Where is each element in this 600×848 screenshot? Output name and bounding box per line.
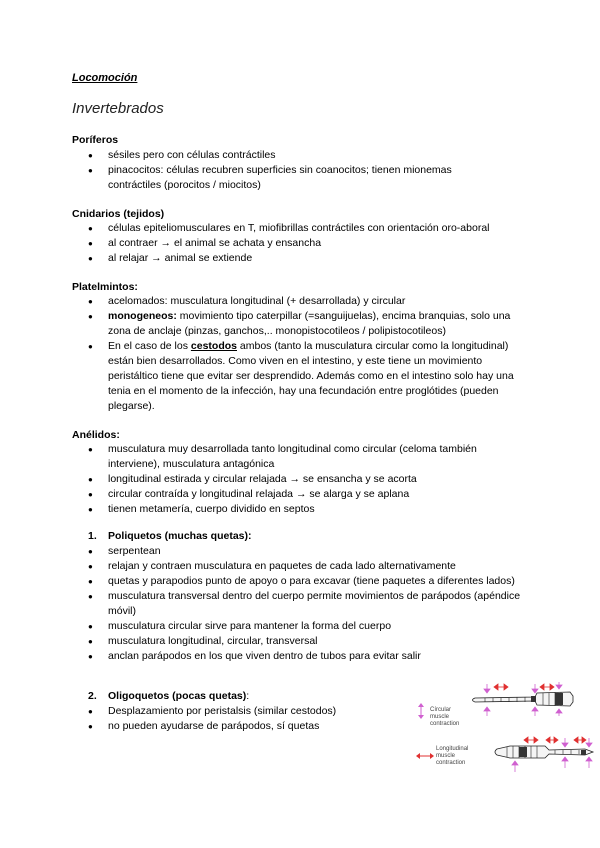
list-item: ● sésiles pero con células contráctiles <box>72 148 542 163</box>
anelidos-title: Anélidos: <box>72 429 120 441</box>
list-item: ● células epiteliomusculares en T, miofibrillas contráctiles con orientación oro-aboral <box>72 221 542 236</box>
longitudinal-arrows <box>494 684 554 690</box>
poriferos-list <box>72 148 542 193</box>
list-item: ● acelomados: musculatura longitudinal (+ desarrollada) y circular <box>72 294 542 309</box>
anelidos-list <box>72 442 542 517</box>
poliquetos-number: 1. <box>88 530 97 542</box>
list-item: ● serpentean <box>72 544 542 559</box>
list-item <box>72 339 526 414</box>
list-item: ● quetas y parapodios punto de apoyo o para excavar (tiene paquetes a diferentes lados) <box>72 574 548 589</box>
oligoquetos-number: 2. <box>88 690 97 702</box>
legend-longitudinal-line: contraction <box>436 760 466 766</box>
list-item: ● musculatura longitudinal, circular, transversal <box>72 634 542 649</box>
oligoquetos-colon: : <box>246 690 250 702</box>
platelmintos-list <box>72 294 542 414</box>
peristalsis-diagram <box>415 680 600 775</box>
monogeneos-term: monogeneos: <box>108 310 177 322</box>
list-item: ● musculatura muy desarrollada tanto longitudinal como circular (celoma también interviene), musculatura antagónica <box>72 442 508 472</box>
list-item: ● relajan y contraen musculatura en paquetes de cada lado alternativamente <box>72 559 542 574</box>
oligoquetos-title: Oligoquetos (pocas quetas) <box>108 690 247 702</box>
worm-icon <box>495 746 593 758</box>
list-item: ● Desplazamiento por peristalsis (similar cestodos) <box>72 704 412 719</box>
list-item: ● al relajar → animal se extiende <box>72 251 542 266</box>
legend-longitudinal-line: muscle <box>436 753 456 759</box>
worm-icon <box>473 692 574 706</box>
legend-circular-line: contraction <box>430 721 460 727</box>
list-item: ● al contraer → el animal se achata y ensancha <box>72 236 542 251</box>
poliquetos-heading <box>72 530 252 542</box>
legend-circular-line: Círcular <box>430 707 452 713</box>
legend-longitudinal-line: Longitudinal <box>436 746 469 752</box>
section-heading: Invertebrados <box>72 100 164 117</box>
red-arrow-icon <box>416 753 434 759</box>
monogeneos-text: movimiento tipo caterpillar (=sanguijuelas), encima branquias, solo una zona de anclaje (pinzas, ganchos,.. monopistocotileos / polipistocotileos) <box>108 310 511 337</box>
doc-title: Locomoción <box>72 72 138 84</box>
list-item: ● tienen metamería, cuerpo dividido en septos <box>72 502 542 517</box>
list-item <box>72 309 518 339</box>
list-item: ● no pueden ayudarse de parápodos, sí quetas <box>72 719 412 734</box>
list-item: ● musculatura circular sirve para mantener la forma del cuerpo <box>72 619 542 634</box>
cnidarios-title: Cnidarios (tejidos) <box>72 208 165 220</box>
legend-circular-line: muscle <box>430 714 450 720</box>
cestodos-text: ambos (tanto la musculatura circular como la longitudinal) están bien desarrollados. Como viven en el intestino, y este tiene un movimiento peristáltico tiene que evitar ser desprendido. Además como en el intestino solo hay una tenia en el momento de la infección, hay una fecundación entre proglótides (pueden plegarse). <box>108 340 514 412</box>
list-item: ● musculatura transversal dentro del cuerpo permite movimientos de parápodos (apéndice móvil) <box>72 589 548 619</box>
oligoquetos-list <box>72 704 412 734</box>
poriferos-title: Poríferos <box>72 134 119 146</box>
poliquetos-title: Poliquetos (muchas quetas): <box>108 530 252 542</box>
longitudinal-arrows <box>524 737 586 743</box>
list-item: ● pinacocitos: células recubren superficies sin coanocitos; tienen mionemas contráctiles (porocitos / miocitos) <box>72 163 478 193</box>
pink-arrow-icon <box>418 703 424 719</box>
cnidarios-list <box>72 221 542 266</box>
poliquetos-list <box>72 544 542 664</box>
cestodos-pre: En el caso de los <box>108 340 191 352</box>
oligoquetos-heading <box>72 690 249 702</box>
platelmintos-title: Platelmintos: <box>72 281 138 293</box>
cestodos-term: cestodos <box>190 340 237 352</box>
list-item: ● longitudinal estirada y circular relajada → se ensancha y se acorta <box>72 472 542 487</box>
list-item: ● anclan parápodos en los que viven dentro de tubos para evitar salir <box>72 649 542 664</box>
list-item: ● circular contraída y longitudinal relajada → se alarga y se aplana <box>72 487 542 502</box>
